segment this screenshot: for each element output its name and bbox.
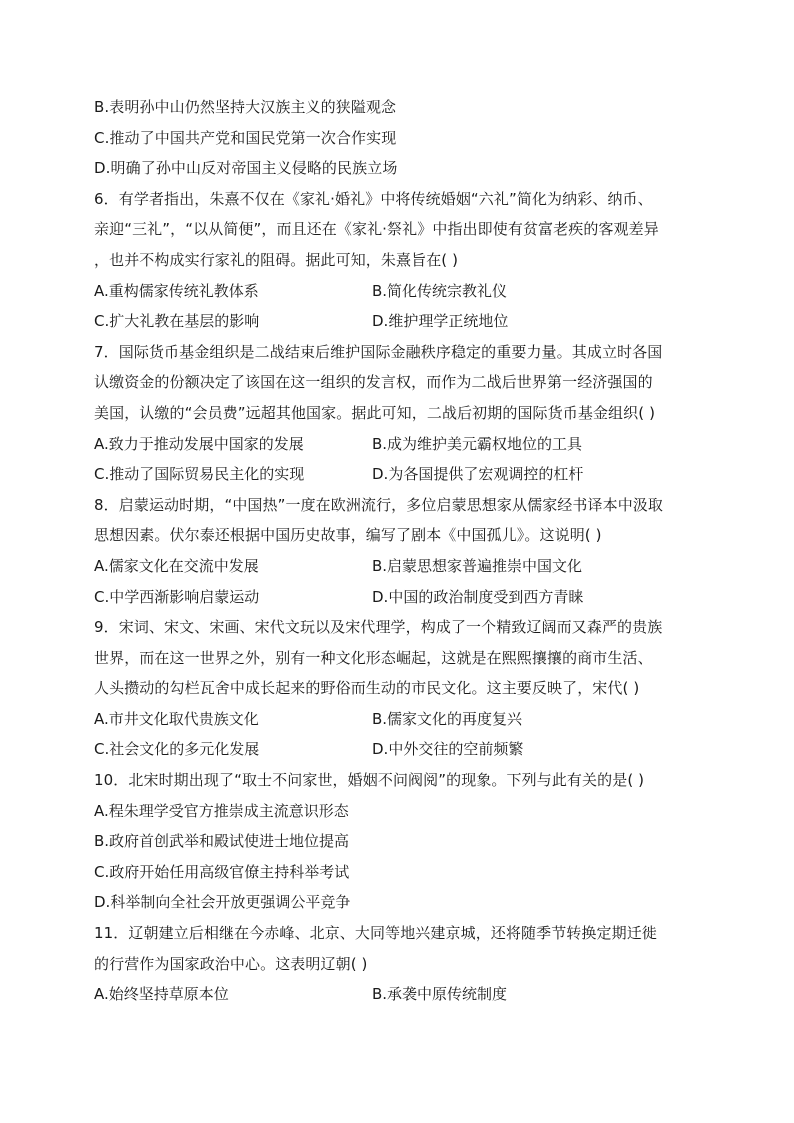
option-row xyxy=(94,429,704,460)
option-d: D.为各国提供了宏观调控的杠杆 xyxy=(372,465,584,484)
option-c: C.扩大礼教在基层的影响 xyxy=(94,312,260,331)
question-10 xyxy=(94,765,704,918)
option-d: D.明确了孙中山反对帝国主义侵略的民族立场 xyxy=(94,159,398,178)
option-b: B.启蒙思想家普遍推崇中国文化 xyxy=(372,556,583,575)
option-row xyxy=(94,979,704,1010)
option-a: A.程朱理学受官方推崇成主流意识形态 xyxy=(94,801,349,820)
question-stem-line: ，也并不构成实行家礼的阻碍。据此可知，朱熹旨在( ) xyxy=(94,250,459,269)
question-stem-line: 6．有学者指出，朱熹不仅在《家礼·婚礼》中将传统婚姻“六礼”简化为纳彩、纳币、 xyxy=(94,189,653,208)
option-d: D.中国的政治制度受到西方青睐 xyxy=(372,587,584,606)
option-c: C.政府开始任用高级官僚主持科举考试 xyxy=(94,862,350,881)
question-11 xyxy=(94,918,704,1010)
question-stem-line: 思想因素。伏尔泰还根据中国历史故事，编写了剧本《中国孤儿》。这说明( ) xyxy=(94,526,602,545)
option-row xyxy=(94,704,704,735)
option-row xyxy=(94,459,704,490)
question-stem-line: 8．启蒙运动时期，“中国热”一度在欧洲流行，多位启蒙思想家从儒家经书译本中汲取 xyxy=(94,495,663,514)
option-b: B.承袭中原传统制度 xyxy=(372,985,508,1004)
option-c: C.中学西渐影响启蒙运动 xyxy=(94,587,260,606)
question-stem-line: 美国，认缴的“会员费”远超其他国家。据此可知，二战后初期的国际货币基金组织( ) xyxy=(94,403,656,422)
option-d: D.科举制向全社会开放更强调公平竞争 xyxy=(94,893,351,912)
question-stem-line: 亲迎“三礼”，“以从简便”，而且还在《家礼·祭礼》中指出即使有贫富老疾的客观差异 xyxy=(94,220,659,239)
question-stem-line: 9．宋词、宋文、宋画、宋代文玩以及宋代理学，构成了一个精致辽阔而又森严的贵族 xyxy=(94,618,663,637)
option-row xyxy=(94,276,704,307)
option-b: B.儒家文化的再度复兴 xyxy=(372,709,523,728)
question-7 xyxy=(94,337,704,490)
option-b: B.简化传统宗教礼仪 xyxy=(372,281,508,300)
option-d: D.中外交往的空前频繁 xyxy=(372,740,524,759)
option-a: A.市井文化取代贵族文化 xyxy=(94,709,259,728)
option-row xyxy=(94,582,704,613)
page-content xyxy=(94,92,704,1010)
option-c: C.推动了国际贸易民主化的实现 xyxy=(94,465,305,484)
option-row xyxy=(94,734,704,765)
option-a: A.儒家文化在交流中发展 xyxy=(94,556,259,575)
option-a: A.致力于推动发展中国家的发展 xyxy=(94,434,304,453)
option-b: B.政府首创武举和殿试使进士地位提高 xyxy=(94,832,350,851)
question-stem-line: 的行营作为国家政治中心。这表明辽朝( ) xyxy=(94,954,368,973)
question-stem-line: 7．国际货币基金组织是二战结束后维护国际金融秩序稳定的重要力量。其成立时各国 xyxy=(94,342,663,361)
option-c: C.社会文化的多元化发展 xyxy=(94,740,260,759)
question-stem-line: 人头攒动的勾栏瓦舍中成长起来的野俗而生动的市民文化。这主要反映了，宋代( ) xyxy=(94,679,640,698)
option-a: A.始终坚持草原本位 xyxy=(94,985,229,1004)
option-b: B.成为维护美元霸权地位的工具 xyxy=(372,434,583,453)
question-6 xyxy=(94,184,704,337)
question-9 xyxy=(94,612,704,765)
question-stem-line: 10．北宋时期出现了“取士不问家世，婚姻不问阀阅”的现象。下列与此有关的是( ) xyxy=(94,771,645,790)
option-b: B.表明孙中山仍然坚持大汉族主义的狭隘观念 xyxy=(94,98,397,116)
question-stem-line: 11．辽朝建立后相继在今赤峰、北京、大同等地兴建京城，还将随季节转换定期迁徙 xyxy=(94,924,657,943)
option-c: C.推动了中国共产党和国民党第一次合作实现 xyxy=(94,128,397,147)
prev-question-options xyxy=(94,92,704,184)
question-stem-line: 世界，而在这一世界之外，别有一种文化形态崛起，这就是在熙熙攘攘的商市生活、 xyxy=(94,648,653,667)
option-row xyxy=(94,551,704,582)
option-d: D.维护理学正统地位 xyxy=(372,312,509,331)
question-stem-line: 认缴资金的份额决定了该国在这一组织的发言权，而作为二战后世界第一经济强国的 xyxy=(94,373,653,392)
question-8 xyxy=(94,490,704,612)
option-a: A.重构儒家传统礼教体系 xyxy=(94,281,259,300)
option-row xyxy=(94,306,704,337)
